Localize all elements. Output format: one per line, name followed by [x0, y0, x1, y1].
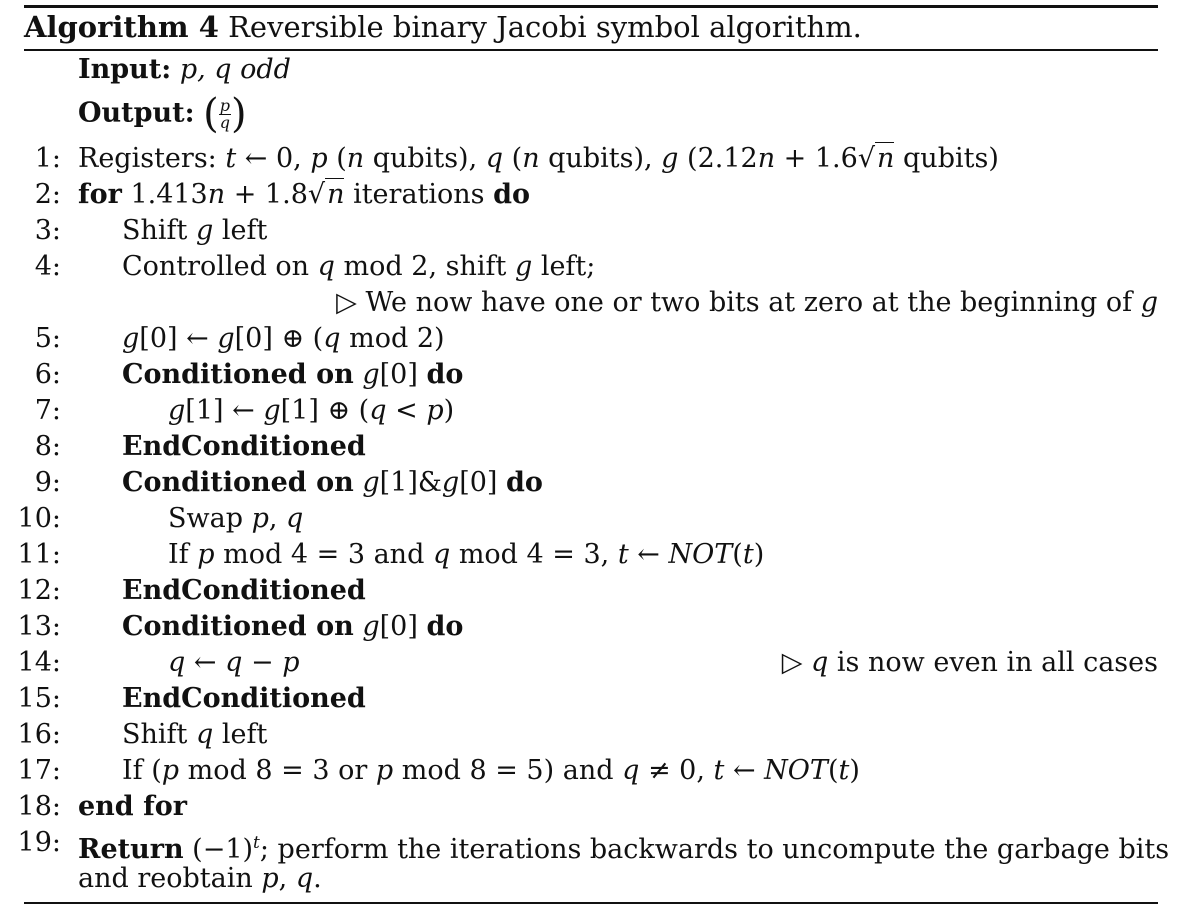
line-text: Conditioned on g[0] do	[122, 359, 464, 390]
input-text: p, q odd	[179, 54, 291, 85]
fraction-denominator: q	[219, 112, 231, 132]
algo-line-18	[0, 789, 1200, 825]
line-text: EndConditioned	[122, 683, 366, 714]
algo-line-13	[0, 609, 1200, 645]
algo-line-10	[0, 501, 1200, 537]
algorithm-label: Algorithm 4	[24, 10, 219, 44]
line-comment: ▷ We now have one or two bits at zero at the beginning of g	[336, 287, 1158, 318]
algo-line-14	[0, 645, 1200, 681]
algo-line-3	[0, 213, 1200, 249]
algo-line-5	[0, 321, 1200, 357]
line-text: Shift g left	[122, 215, 268, 246]
line-number: 12:	[17, 575, 61, 606]
line-number: 5:	[34, 323, 61, 354]
line-number: 11:	[17, 539, 61, 570]
output-line: Output: ( $\frac{p}{q}$ )	[78, 91, 247, 137]
caption-rule	[24, 49, 1158, 51]
algo-line-6	[0, 357, 1200, 393]
algo-line-4	[0, 249, 1200, 285]
algo-line-8	[0, 429, 1200, 465]
algo-line-12	[0, 573, 1200, 609]
line-text: If p mod 4 = 3 and q mod 4 = 3, t ← NOT(t)	[168, 539, 765, 570]
line-text: Controlled on q mod 2, shift g left;	[122, 251, 596, 282]
line-number: 19:	[17, 827, 61, 858]
line-text: Return $(-1)^t$; perform the iterations backwards to uncompute the garbage bits	[78, 833, 1170, 865]
algo-line-7	[0, 393, 1200, 429]
line-number: 1:	[34, 143, 61, 174]
line-number: 14:	[17, 647, 61, 678]
line-text: Conditioned on g[0] do	[122, 611, 464, 642]
line-text: EndConditioned	[122, 575, 366, 606]
line-text: Shift q left	[122, 719, 268, 750]
line-number: 4:	[34, 251, 61, 282]
algorithm-caption	[24, 8, 862, 46]
line-number: 7:	[34, 395, 61, 426]
algo-line-17	[0, 753, 1200, 789]
line-text: Swap p, q	[168, 503, 304, 534]
output-label: Output:	[78, 97, 195, 129]
line-number: 9:	[34, 467, 61, 498]
algo-line-19-cont	[0, 861, 1200, 897]
algo-comment-line	[0, 285, 1200, 321]
line-text: q ← q − p	[168, 647, 300, 678]
line-number: 18:	[17, 791, 61, 822]
algo-line-15	[0, 681, 1200, 717]
line-number: 17:	[17, 755, 61, 786]
line-text: and reobtain p, q.	[78, 863, 322, 894]
line-number: 16:	[17, 719, 61, 750]
algo-line-19	[0, 825, 1200, 865]
line-number: 2:	[34, 179, 61, 210]
algo-line-2	[0, 177, 1200, 213]
bottom-rule	[24, 902, 1158, 904]
line-text: Registers: t ← 0, p (n qubits), q (n qubits), g (2.12n + 1.6√n qubits)	[78, 143, 999, 174]
line-number: 3:	[34, 215, 61, 246]
algo-line-9	[0, 465, 1200, 501]
line-number: 6:	[34, 359, 61, 390]
fraction-numerator: p	[219, 95, 231, 115]
algo-line-11	[0, 537, 1200, 573]
line-text: If (p mod 8 = 3 or p mod 8 = 5) and q ≠ 0, t ← NOT(t)	[122, 755, 860, 786]
jacobi-fraction	[219, 95, 231, 132]
line-text: for 1.413n + 1.8√n iterations do	[78, 179, 530, 210]
line-text: Conditioned on g[1]&g[0] do	[122, 467, 543, 498]
line-text: end for	[78, 791, 187, 822]
line-text: EndConditioned	[122, 431, 366, 462]
line-text: g[1] ← g[1] ⊕ (q < p)	[168, 395, 455, 426]
input-label: Input:	[78, 54, 172, 85]
line-text: g[0] ← g[0] ⊕ (q mod 2)	[122, 323, 445, 354]
line-comment: ▷ q is now even in all cases	[781, 647, 1158, 678]
algo-line-1	[0, 141, 1200, 177]
algo-line-16	[0, 717, 1200, 753]
line-number: 8:	[34, 431, 61, 462]
line-number: 10:	[17, 503, 61, 534]
algorithm-title: Reversible binary Jacobi symbol algorithm.	[228, 10, 862, 44]
line-number: 15:	[17, 683, 61, 714]
input-line	[0, 52, 1200, 88]
line-number: 13:	[17, 611, 61, 642]
